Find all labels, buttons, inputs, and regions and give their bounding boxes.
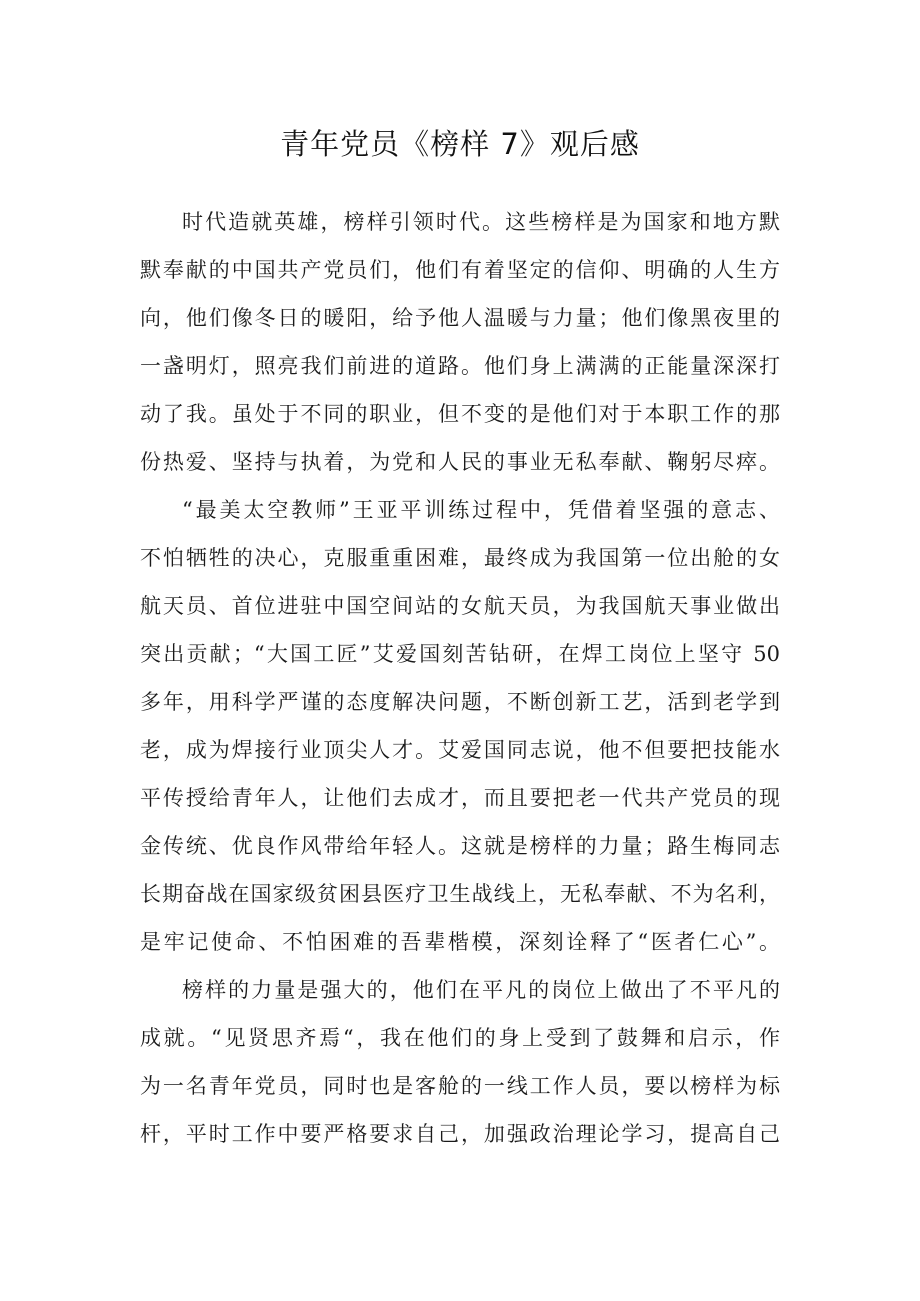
paragraph-line: 为一名青年党员，同时也是客舱的一线工作人员，要以榜样为标 (140, 1074, 780, 1098)
paragraph-line: 向，他们像冬日的暖阳，给予他人温暖与力量；他们像黑夜里的 (140, 306, 780, 330)
paragraph-line: 份热爱、坚持与执着，为党和人民的事业无私奉献、鞠躬尽瘁。 (140, 450, 780, 474)
paragraph-line: 航天员、首位进驻中国空间站的女航天员，为我国航天事业做出 (140, 594, 780, 618)
paragraph-line: 长期奋战在国家级贫困县医疗卫生战线上，无私奉献、不为名利， (140, 882, 780, 906)
paragraph-line: “最美太空教师”王亚平训练过程中，凭借着坚强的意志、 (182, 498, 780, 522)
paragraph-line: 突出贡献；“大国工匠”艾爱国刻苦钻研，在焊工岗位上坚守 50 (140, 642, 780, 666)
paragraph-line: 成就。“见贤思齐焉“，我在他们的身上受到了鼓舞和启示，作 (140, 1026, 780, 1050)
paragraph-line: 默奉献的中国共产党员们，他们有着坚定的信仰、明确的人生方 (140, 258, 780, 282)
paragraph-line: 不怕牺牲的决心，克服重重困难，最终成为我国第一位出舱的女 (140, 546, 780, 570)
document-title: 青年党员《榜样 7》观后感 (280, 127, 640, 161)
paragraph-line: 是牢记使命、不怕困难的吾辈楷模，深刻诠释了“医者仁心”。 (140, 930, 780, 954)
paragraph-line: 多年，用科学严谨的态度解决问题，不断创新工艺，活到老学到 (140, 690, 780, 714)
paragraph-line: 金传统、优良作风带给年轻人。这就是榜样的力量；路生梅同志 (140, 834, 780, 858)
paragraph-line: 榜样的力量是强大的，他们在平凡的岗位上做出了不平凡的 (182, 978, 780, 1002)
paragraph-line: 一盏明灯，照亮我们前进的道路。他们身上满满的正能量深深打 (140, 354, 780, 378)
paragraph-line: 时代造就英雄，榜样引领时代。这些榜样是为国家和地方默 (182, 210, 780, 234)
paragraph-line: 动了我。虽处于不同的职业，但不变的是他们对于本职工作的那 (140, 402, 780, 426)
paragraph-line: 老，成为焊接行业顶尖人才。艾爱国同志说，他不但要把技能水 (140, 738, 780, 762)
paragraph-line: 杆，平时工作中要严格要求自己，加强政治理论学习，提高自己 (140, 1122, 780, 1146)
paragraph-line: 平传授给青年人，让他们去成才，而且要把老一代共产党员的现 (140, 786, 780, 810)
